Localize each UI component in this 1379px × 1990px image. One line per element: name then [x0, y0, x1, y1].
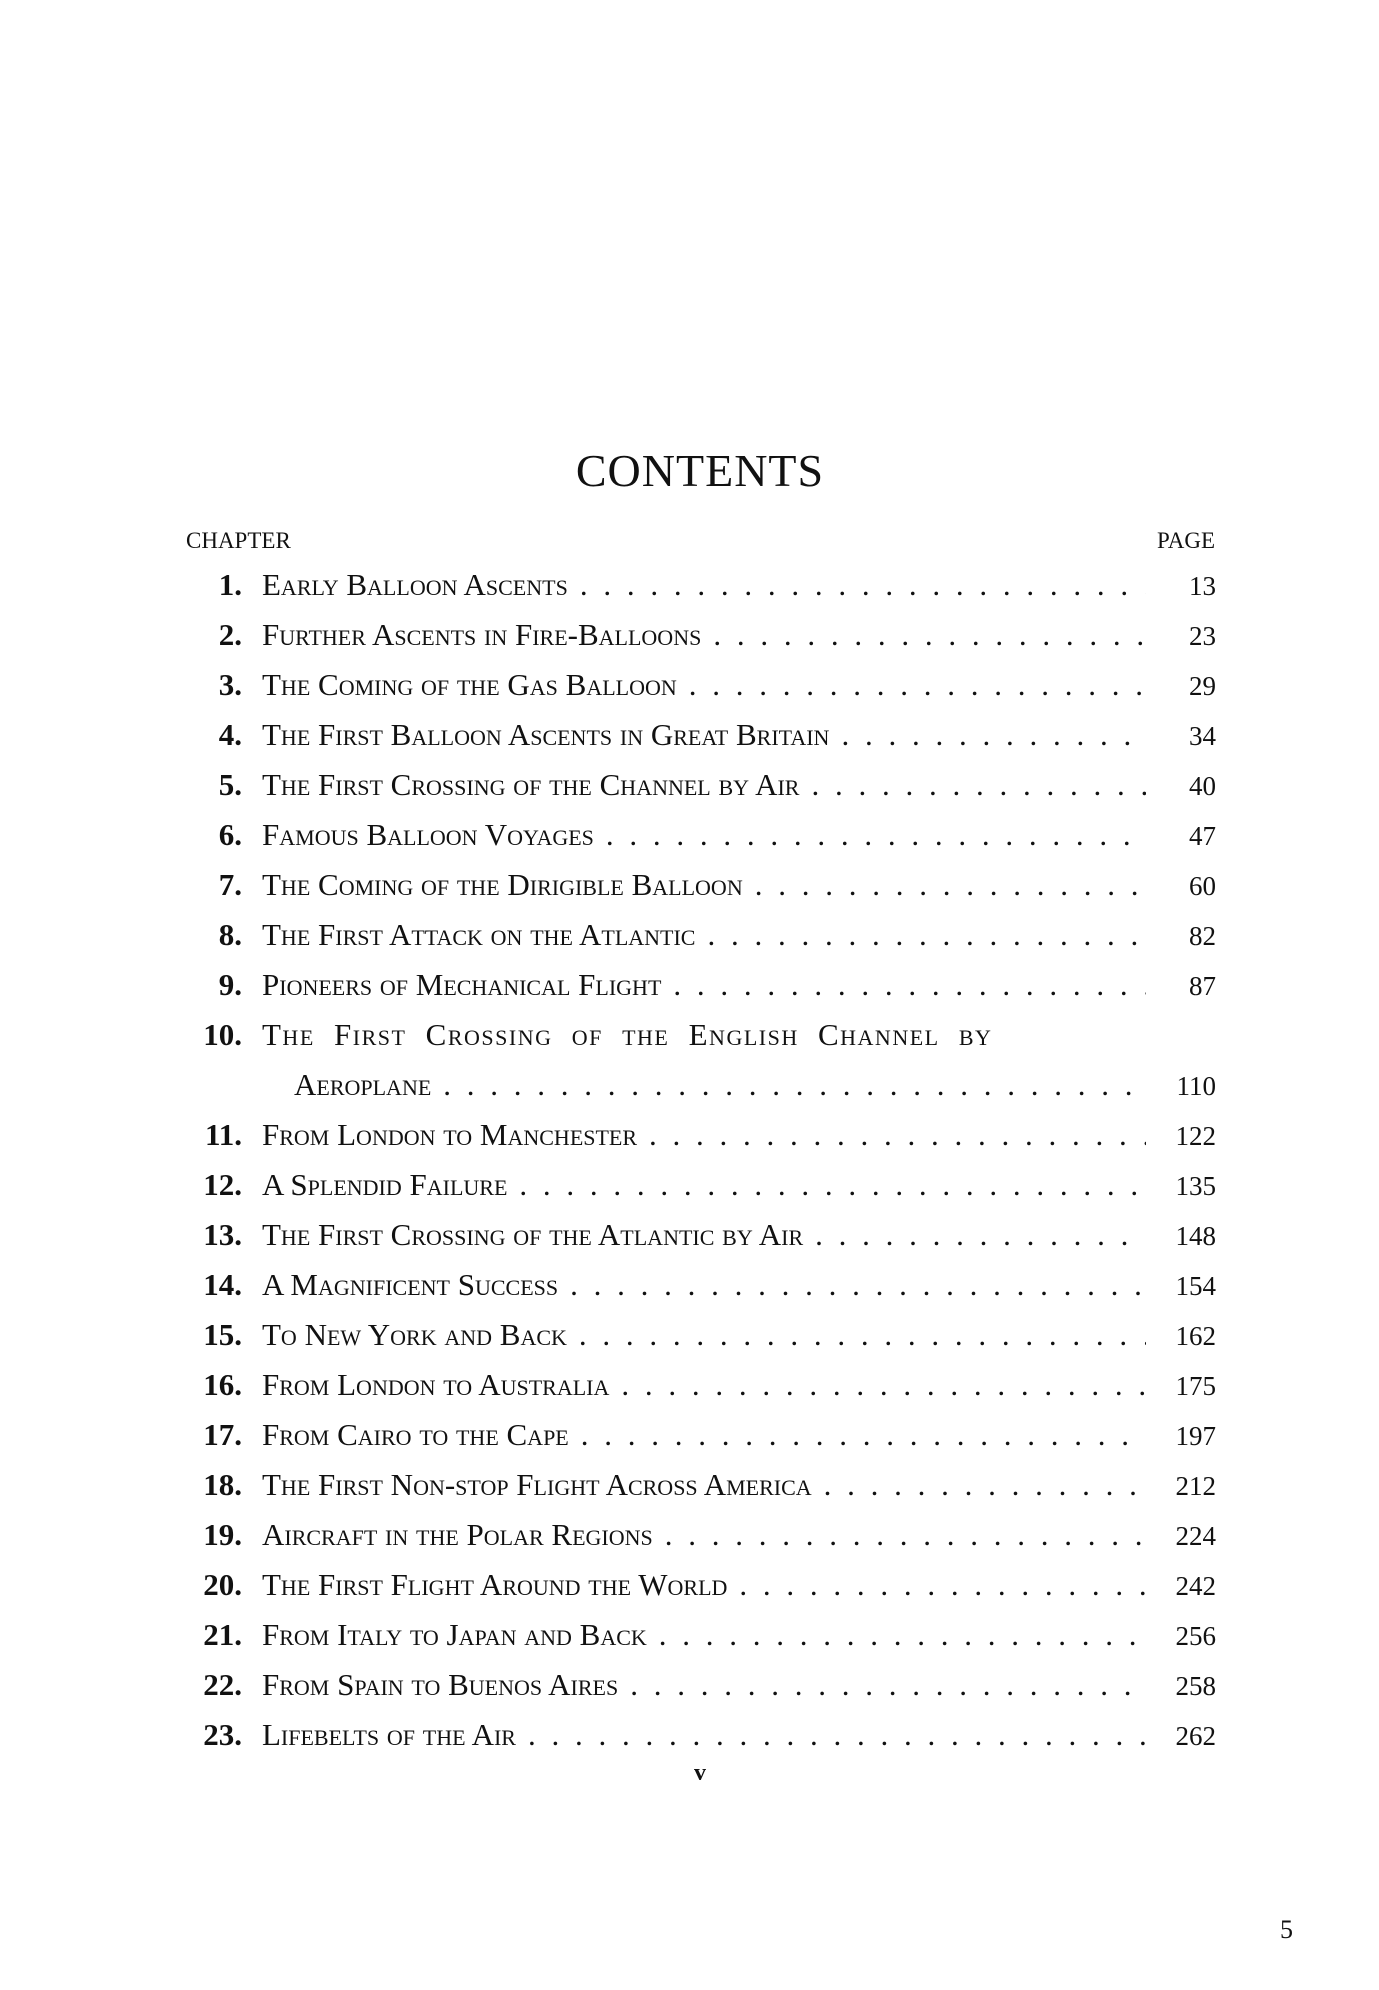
- leader-dots: [815, 1210, 1146, 1260]
- chapter-page: 256: [1175, 1621, 1216, 1651]
- chapter-page: 242: [1175, 1571, 1216, 1601]
- leader-dots: [665, 1510, 1146, 1560]
- chapter-title-continued: Aeroplane: [294, 1067, 432, 1102]
- chapter-number: 19.: [203, 1517, 242, 1552]
- toc-entry: [180, 1110, 1216, 1160]
- chapter-title: The First Balloon Ascents in Great Britain: [262, 717, 830, 752]
- leader-dots: [659, 1610, 1146, 1660]
- chapter-title: To New York and Back: [262, 1317, 567, 1352]
- toc-entry: [180, 1310, 1216, 1360]
- leader-dots: [673, 960, 1146, 1010]
- leader-dots: [580, 560, 1146, 610]
- chapter-page: 197: [1175, 1421, 1216, 1451]
- chapter-title: The First Attack on the Atlantic: [262, 917, 696, 952]
- leader-dots: [824, 1460, 1146, 1510]
- leader-dots: [755, 860, 1146, 910]
- chapter-title: The First Flight Around the World: [262, 1567, 728, 1602]
- leader-dots: [713, 610, 1146, 660]
- toc-entry: [180, 1410, 1216, 1460]
- toc-entry: [180, 560, 1216, 610]
- toc-entry: [180, 860, 1216, 910]
- chapter-number: 15.: [203, 1317, 242, 1352]
- chapter-page: 162: [1175, 1321, 1216, 1351]
- chapter-page: 40: [1189, 771, 1216, 801]
- chapter-page: 110: [1176, 1071, 1216, 1101]
- chapter-title: Famous Balloon Voyages: [262, 817, 594, 852]
- chapter-page: 258: [1175, 1671, 1216, 1701]
- chapter-number: 6.: [218, 817, 242, 852]
- leader-dots: [528, 1710, 1146, 1760]
- leader-dots: [579, 1310, 1146, 1360]
- chapter-title: The First Non-stop Flight Across America: [262, 1467, 812, 1502]
- chapter-title: The First Crossing of the Channel by Air: [262, 767, 800, 802]
- chapter-page: 154: [1175, 1271, 1216, 1301]
- chapter-page: 175: [1175, 1371, 1216, 1401]
- page-column-header: PAGE: [1157, 528, 1215, 553]
- chapter-title: From Italy to Japan and Back: [262, 1617, 647, 1652]
- toc-entry: [180, 1510, 1216, 1560]
- toc-entry: [180, 1710, 1216, 1760]
- chapter-number: 10.: [203, 1017, 242, 1052]
- chapter-page: 262: [1175, 1721, 1216, 1751]
- chapter-title: Early Balloon Ascents: [262, 567, 568, 602]
- chapter-number: 3.: [218, 667, 242, 702]
- chapter-title: The First Crossing of the English Channel by: [262, 1017, 993, 1052]
- toc-entry: [180, 1610, 1216, 1660]
- leader-dots: [649, 1110, 1146, 1160]
- chapter-title: A Splendid Failure: [262, 1167, 508, 1202]
- chapter-page: 34: [1189, 721, 1216, 751]
- chapter-page: 224: [1175, 1521, 1216, 1551]
- toc-entry: [180, 1460, 1216, 1510]
- chapter-number: 22.: [203, 1667, 242, 1702]
- toc-entry: [180, 910, 1216, 960]
- chapter-number: 13.: [203, 1217, 242, 1252]
- toc-entry: [180, 1260, 1216, 1310]
- toc-entry: [180, 760, 1216, 810]
- chapter-number: 21.: [203, 1617, 242, 1652]
- chapter-number: 8.: [218, 917, 242, 952]
- toc-entry: [180, 1210, 1216, 1260]
- leader-dots: [689, 660, 1146, 710]
- leader-dots: [739, 1560, 1146, 1610]
- leader-dots: [443, 1060, 1146, 1110]
- chapter-number: 4.: [218, 717, 242, 752]
- chapter-number: 12.: [203, 1167, 242, 1202]
- chapter-title: The Coming of the Gas Balloon: [262, 667, 677, 702]
- chapter-number: 20.: [203, 1567, 242, 1602]
- chapter-title: The First Crossing of the Atlantic by Air: [262, 1217, 804, 1252]
- chapter-title: From London to Australia: [262, 1367, 610, 1402]
- chapter-page: 87: [1189, 971, 1216, 1001]
- chapter-number: 1.: [218, 567, 242, 602]
- page-number: 5: [1280, 1915, 1293, 1944]
- chapter-title: From Spain to Buenos Aires: [262, 1667, 619, 1702]
- roman-folio: v: [694, 1760, 706, 1786]
- chapter-number: 18.: [203, 1467, 242, 1502]
- chapter-page: 122: [1175, 1121, 1216, 1151]
- table-of-contents: [180, 560, 1216, 1760]
- leader-dots: [811, 760, 1146, 810]
- toc-entry: [180, 1660, 1216, 1710]
- leader-dots: [519, 1160, 1146, 1210]
- chapter-number: 2.: [218, 617, 242, 652]
- chapter-number: 5.: [218, 767, 242, 802]
- chapter-page: 29: [1189, 671, 1216, 701]
- chapter-column-header: CHAPTER: [186, 528, 291, 553]
- toc-entry: [180, 660, 1216, 710]
- toc-entry: [180, 960, 1216, 1010]
- chapter-number: 9.: [218, 967, 242, 1002]
- toc-entry: [180, 1560, 1216, 1610]
- chapter-title: Further Ascents in Fire-Balloons: [262, 617, 702, 652]
- chapter-number: 17.: [203, 1417, 242, 1452]
- chapter-page: 13: [1189, 571, 1216, 601]
- chapter-title: Lifebelts of the Air: [262, 1717, 516, 1752]
- chapter-page: 60: [1189, 871, 1216, 901]
- toc-entry: [180, 1010, 1216, 1110]
- leader-dots: [581, 1410, 1146, 1460]
- leader-dots: [621, 1360, 1146, 1410]
- chapter-page: 23: [1189, 621, 1216, 651]
- chapter-title: From London to Manchester: [262, 1117, 638, 1152]
- chapter-title: From Cairo to the Cape: [262, 1417, 569, 1452]
- leader-dots: [606, 810, 1146, 860]
- leader-dots: [707, 910, 1146, 960]
- chapter-number: 14.: [203, 1267, 242, 1302]
- leader-dots: [841, 710, 1146, 760]
- leader-dots: [570, 1260, 1146, 1310]
- chapter-number: 23.: [203, 1717, 242, 1752]
- toc-entry: [180, 1160, 1216, 1210]
- chapter-page: 47: [1189, 821, 1216, 851]
- chapter-title: Pioneers of Mechanical Flight: [262, 967, 662, 1002]
- chapter-title: The Coming of the Dirigible Balloon: [262, 867, 743, 902]
- chapter-page: 135: [1175, 1171, 1216, 1201]
- chapter-page: 82: [1189, 921, 1216, 951]
- leader-dots: [630, 1660, 1146, 1710]
- toc-entry: [180, 1360, 1216, 1410]
- chapter-number: 16.: [203, 1367, 242, 1402]
- toc-entry: [180, 710, 1216, 760]
- chapter-number: 11.: [204, 1117, 242, 1152]
- toc-entry: [180, 610, 1216, 660]
- chapter-number: 7.: [218, 867, 242, 902]
- toc-entry: [180, 810, 1216, 860]
- chapter-title: A Magnificent Success: [262, 1267, 559, 1302]
- page-title: CONTENTS: [575, 445, 825, 496]
- chapter-title: Aircraft in the Polar Regions: [262, 1517, 653, 1552]
- chapter-page: 148: [1175, 1221, 1216, 1251]
- chapter-page: 212: [1175, 1471, 1216, 1501]
